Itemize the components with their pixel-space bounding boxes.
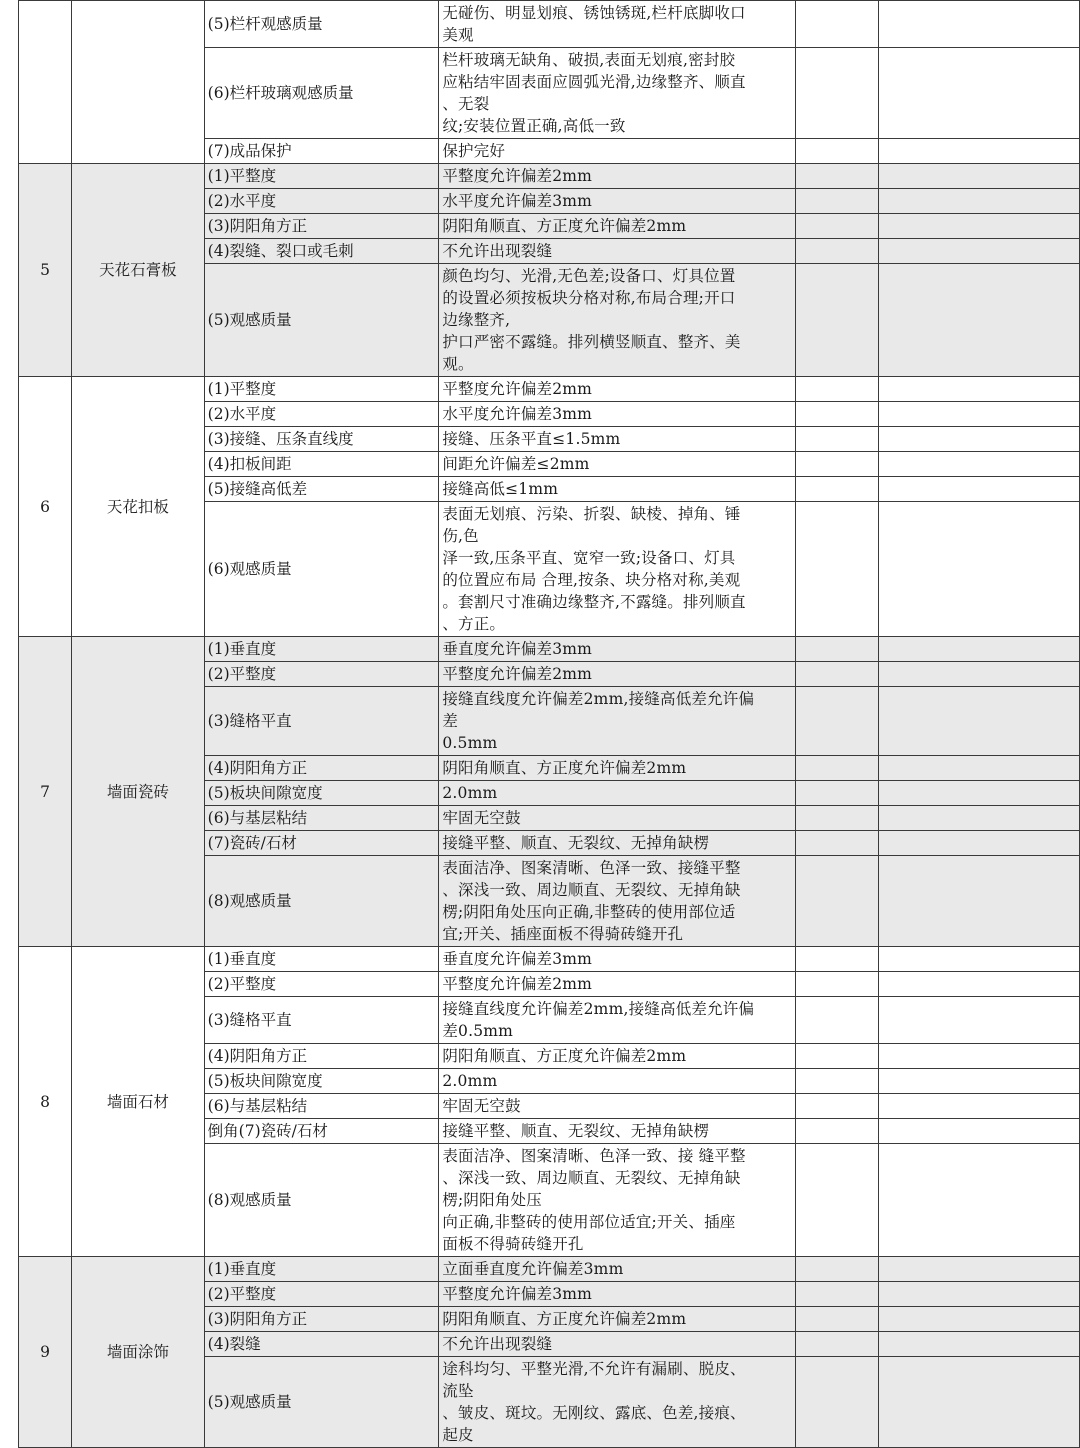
group-name-cell: 天花扣板 — [72, 377, 205, 637]
remark-cell — [879, 1357, 1080, 1448]
inspection-table — [18, 0, 1080, 1448]
result-cell — [796, 856, 879, 947]
table-row — [19, 164, 1080, 189]
remark-cell — [879, 972, 1080, 997]
remark-cell — [879, 1282, 1080, 1307]
standard-cell: 接缝直线度允许偏差2mm,接缝高低差允许偏 差0.5mm — [439, 997, 796, 1044]
item-cell: (3)接缝、压条直线度 — [204, 427, 439, 452]
remark-cell — [879, 189, 1080, 214]
group-number-cell: 6 — [19, 377, 72, 637]
item-cell: 倒角(7)瓷砖/石材 — [204, 1119, 439, 1144]
standard-cell: 接缝高低≤1mm — [439, 477, 796, 502]
group-number-cell — [19, 1, 72, 164]
standard-cell: 表面洁净、图案清晰、色泽一致、接 缝平整 、深浅一致、周边顺直、无裂纹、无掉角缺 楞;阴阳角处压 向正确,非整砖的使用部位适宜;开关、插座 面板不得骑砖缝开孔 — [439, 1144, 796, 1257]
remark-cell — [879, 1, 1080, 48]
result-cell — [796, 1094, 879, 1119]
result-cell — [796, 947, 879, 972]
item-cell: (8)观感质量 — [204, 1144, 439, 1257]
item-cell: (4)阴阳角方正 — [204, 1044, 439, 1069]
item-cell: (5)观感质量 — [204, 1357, 439, 1448]
remark-cell — [879, 637, 1080, 662]
standard-cell: 阴阳角顺直、方正度允许偏差2mm — [439, 1307, 796, 1332]
group-number-cell: 9 — [19, 1257, 72, 1448]
remark-cell — [879, 1119, 1080, 1144]
remark-cell — [879, 997, 1080, 1044]
remark-cell — [879, 831, 1080, 856]
standard-cell: 垂直度允许偏差3mm — [439, 637, 796, 662]
standard-cell: 不允许出现裂缝 — [439, 239, 796, 264]
remark-cell — [879, 477, 1080, 502]
remark-cell — [879, 214, 1080, 239]
item-cell: (3)缝格平直 — [204, 997, 439, 1044]
item-cell: (6)栏杆玻璃观感质量 — [204, 48, 439, 139]
remark-cell — [879, 239, 1080, 264]
item-cell: (4)裂缝、裂口或毛刺 — [204, 239, 439, 264]
item-cell: (1)平整度 — [204, 377, 439, 402]
item-cell: (3)阴阳角方正 — [204, 214, 439, 239]
item-cell: (3)缝格平直 — [204, 687, 439, 756]
standard-cell: 平整度允许偏差2mm — [439, 662, 796, 687]
standard-cell: 保护完好 — [439, 139, 796, 164]
standard-cell: 表面无划痕、污染、折裂、缺棱、掉角、锤 伤,色 泽一致,压条平直、宽窄一致;设备口、灯具 的位置应布局 合理,按条、块分格对称,美观 。套割尺寸准确边缘整齐,不露缝。排列顺直 、方正。 — [439, 502, 796, 637]
standard-cell: 立面垂直度允许偏差3mm — [439, 1257, 796, 1282]
group-number-cell: 7 — [19, 637, 72, 947]
remark-cell — [879, 662, 1080, 687]
result-cell — [796, 427, 879, 452]
remark-cell — [879, 781, 1080, 806]
group-number-cell: 5 — [19, 164, 72, 377]
remark-cell — [879, 856, 1080, 947]
result-cell — [796, 1282, 879, 1307]
result-cell — [796, 214, 879, 239]
result-cell — [796, 1144, 879, 1257]
remark-cell — [879, 502, 1080, 637]
remark-cell — [879, 1044, 1080, 1069]
remark-cell — [879, 48, 1080, 139]
result-cell — [796, 637, 879, 662]
item-cell: (6)观感质量 — [204, 502, 439, 637]
remark-cell — [879, 756, 1080, 781]
result-cell — [796, 1357, 879, 1448]
group-name-cell — [72, 1, 205, 164]
standard-cell: 阴阳角顺直、方正度允许偏差2mm — [439, 214, 796, 239]
remark-cell — [879, 1144, 1080, 1257]
standard-cell: 平整度允许偏差2mm — [439, 377, 796, 402]
result-cell — [796, 972, 879, 997]
remark-cell — [879, 1069, 1080, 1094]
item-cell: (2)水平度 — [204, 402, 439, 427]
item-cell: (7)成品保护 — [204, 139, 439, 164]
result-cell — [796, 402, 879, 427]
result-cell — [796, 1307, 879, 1332]
item-cell: (5)板块间隙宽度 — [204, 1069, 439, 1094]
result-cell — [796, 1119, 879, 1144]
standard-cell: 2.0mm — [439, 1069, 796, 1094]
item-cell: (2)平整度 — [204, 662, 439, 687]
item-cell: (2)水平度 — [204, 189, 439, 214]
remark-cell — [879, 427, 1080, 452]
remark-cell — [879, 1257, 1080, 1282]
remark-cell — [879, 264, 1080, 377]
result-cell — [796, 1069, 879, 1094]
item-cell: (8)观感质量 — [204, 856, 439, 947]
group-number-cell: 8 — [19, 947, 72, 1257]
standard-cell: 不允许出现裂缝 — [439, 1332, 796, 1357]
standard-cell: 垂直度允许偏差3mm — [439, 947, 796, 972]
standard-cell: 平整度允许偏差2mm — [439, 972, 796, 997]
result-cell — [796, 452, 879, 477]
remark-cell — [879, 402, 1080, 427]
group-name-cell: 天花石膏板 — [72, 164, 205, 377]
item-cell: (6)与基层粘结 — [204, 1094, 439, 1119]
standard-cell: 阴阳角顺直、方正度允许偏差2mm — [439, 756, 796, 781]
result-cell — [796, 831, 879, 856]
standard-cell: 阴阳角顺直、方正度允许偏差2mm — [439, 1044, 796, 1069]
standard-cell: 水平度允许偏差3mm — [439, 189, 796, 214]
item-cell: (4)裂缝 — [204, 1332, 439, 1357]
item-cell: (2)平整度 — [204, 972, 439, 997]
standard-cell: 无碰伤、明显划痕、锈蚀锈斑,栏杆底脚收口 美观 — [439, 1, 796, 48]
remark-cell — [879, 164, 1080, 189]
result-cell — [796, 781, 879, 806]
item-cell: (4)阴阳角方正 — [204, 756, 439, 781]
item-cell: (5)板块间隙宽度 — [204, 781, 439, 806]
table-row — [19, 1257, 1080, 1282]
item-cell: (2)平整度 — [204, 1282, 439, 1307]
result-cell — [796, 139, 879, 164]
group-name-cell: 墙面瓷砖 — [72, 637, 205, 947]
result-cell — [796, 48, 879, 139]
result-cell — [796, 477, 879, 502]
remark-cell — [879, 1094, 1080, 1119]
remark-cell — [879, 1307, 1080, 1332]
remark-cell — [879, 947, 1080, 972]
remark-cell — [879, 377, 1080, 402]
standard-cell: 接缝直线度允许偏差2mm,接缝高低差允许偏 差 0.5mm — [439, 687, 796, 756]
item-cell: (5)观感质量 — [204, 264, 439, 377]
standard-cell: 表面洁净、图案清晰、色泽一致、接缝平整 、深浅一致、周边顺直、无裂纹、无掉角缺 楞;阴阳角处压向正确,非整砖的使用部位适 宜;开关、插座面板不得骑砖缝开孔 — [439, 856, 796, 947]
item-cell: (1)垂直度 — [204, 637, 439, 662]
result-cell — [796, 164, 879, 189]
standard-cell: 水平度允许偏差3mm — [439, 402, 796, 427]
result-cell — [796, 997, 879, 1044]
standard-cell: 途科均匀、平整光滑,不允许有漏刷、脱皮、 流坠 、皱皮、斑坟。无刚纹、露底、色差,接痕、 起皮 — [439, 1357, 796, 1448]
group-name-cell: 墙面涂饰 — [72, 1257, 205, 1448]
result-cell — [796, 189, 879, 214]
item-cell: (6)与基层粘结 — [204, 806, 439, 831]
item-cell: (5)接缝高低差 — [204, 477, 439, 502]
result-cell — [796, 239, 879, 264]
remark-cell — [879, 452, 1080, 477]
result-cell — [796, 806, 879, 831]
standard-cell: 2.0mm — [439, 781, 796, 806]
result-cell — [796, 1257, 879, 1282]
standard-cell: 接缝、压条平直≤1.5mm — [439, 427, 796, 452]
result-cell — [796, 1332, 879, 1357]
remark-cell — [879, 687, 1080, 756]
result-cell — [796, 377, 879, 402]
item-cell: (1)平整度 — [204, 164, 439, 189]
table-row — [19, 947, 1080, 972]
standard-cell: 平整度允许偏差2mm — [439, 164, 796, 189]
table-row — [19, 377, 1080, 402]
item-cell: (3)阴阳角方正 — [204, 1307, 439, 1332]
standard-cell: 颜色均匀、光滑,无色差;设备口、灯具位置 的设置必须按板块分格对称,布局合理;开口 边缘整齐, 护口严密不露缝。排列横竖顺直、整齐、美 观。 — [439, 264, 796, 377]
standard-cell: 平整度允许偏差3mm — [439, 1282, 796, 1307]
result-cell — [796, 502, 879, 637]
item-cell: (5)栏杆观感质量 — [204, 1, 439, 48]
standard-cell: 间距允许偏差≤2mm — [439, 452, 796, 477]
item-cell: (4)扣板间距 — [204, 452, 439, 477]
standard-cell: 栏杆玻璃无缺角、破损,表面无划痕,密封胶 应粘结牢固表面应圆弧光滑,边缘整齐、顺直 、无裂 纹;安装位置正确,高低一致 — [439, 48, 796, 139]
standard-cell: 接缝平整、顺直、无裂纹、无掉角缺楞 — [439, 1119, 796, 1144]
table-row — [19, 637, 1080, 662]
standard-cell: 牢固无空鼓 — [439, 1094, 796, 1119]
remark-cell — [879, 806, 1080, 831]
remark-cell — [879, 139, 1080, 164]
table-row — [19, 1, 1080, 48]
result-cell — [796, 264, 879, 377]
item-cell: (1)垂直度 — [204, 947, 439, 972]
result-cell — [796, 1044, 879, 1069]
item-cell: (7)瓷砖/石材 — [204, 831, 439, 856]
remark-cell — [879, 1332, 1080, 1357]
item-cell: (1)垂直度 — [204, 1257, 439, 1282]
result-cell — [796, 1, 879, 48]
result-cell — [796, 687, 879, 756]
result-cell — [796, 662, 879, 687]
standard-cell: 牢固无空鼓 — [439, 806, 796, 831]
group-name-cell: 墙面石材 — [72, 947, 205, 1257]
result-cell — [796, 756, 879, 781]
standard-cell: 接缝平整、顺直、无裂纹、无掉角缺楞 — [439, 831, 796, 856]
